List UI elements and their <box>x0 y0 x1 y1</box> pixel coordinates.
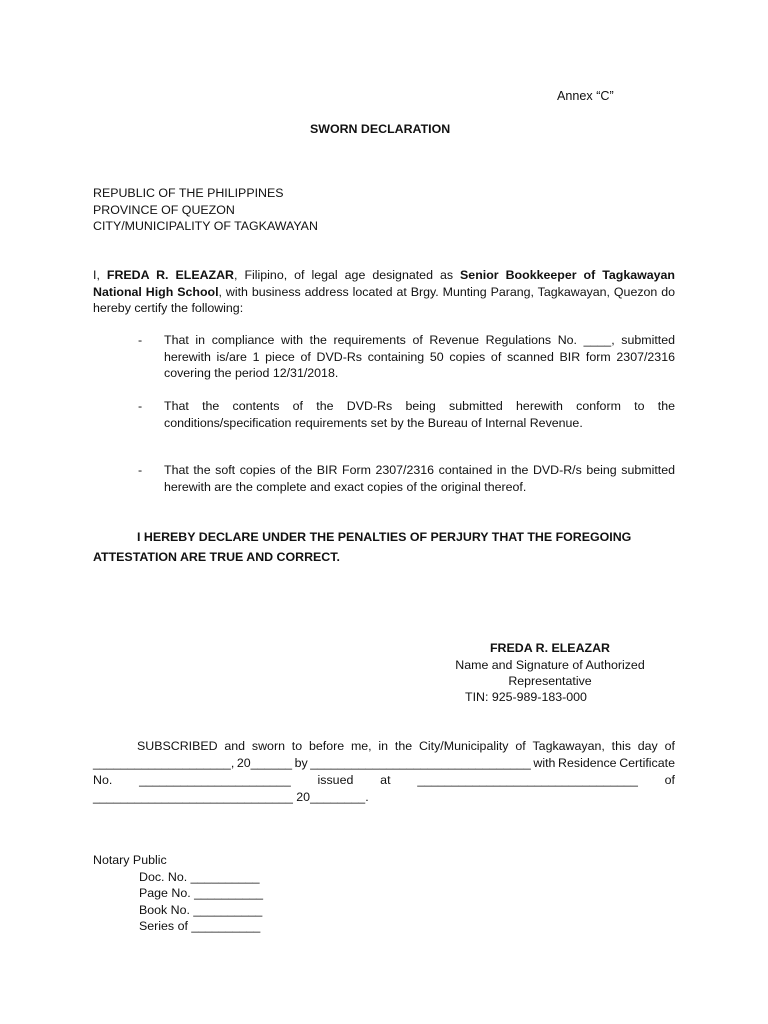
perjury-declaration <box>93 527 675 567</box>
bullet-dash: - <box>138 463 143 477</box>
notary-series: Series of __________ <box>139 919 261 933</box>
jurat-word: in <box>378 739 389 753</box>
signature-block <box>430 640 670 690</box>
jurat-word: of <box>664 739 675 753</box>
declarant-name: FREDA R. ELEAZAR <box>106 268 235 282</box>
jurat-word: at <box>380 773 391 787</box>
certification-text: That the contents of the DVD-Rs being submitted herewith conform to the conditions/specification requirements set by the Bureau of Internal Revenue. <box>164 399 675 430</box>
jurat-word: this <box>611 739 631 753</box>
notary-block <box>93 852 263 935</box>
annex-label: Annex “C” <box>557 89 614 103</box>
intro-suffix: , with business address located at Brgy. Munting Parang, Tagkawayan, Quezon do hereby certify the following: <box>93 284 675 315</box>
jurat-word: me, <box>350 739 372 753</box>
jurat-word: ____________________, <box>93 756 235 770</box>
certification-item <box>138 332 675 382</box>
jurat-word: day <box>637 739 658 753</box>
signatory-name: FREDA R. ELEAZAR <box>489 641 610 655</box>
jurat-word: ________________________________ <box>310 756 531 770</box>
jurat-word: sworn <box>251 739 285 753</box>
intro-prefix: I, <box>93 268 107 282</box>
jurat-word: of <box>515 739 526 753</box>
jurat-word: the <box>394 739 413 753</box>
certification-text: That in compliance with the requirements of Revenue Regulations No. ____, submitted herewith is/are 1 piece of DVD-Rs containing 50 copies of scanned BIR form 2307/2316 covering the period 12/31/2018. <box>164 333 675 380</box>
jurat-word: 20______ <box>236 756 292 770</box>
certification-text: That the soft copies of the BIR Form 2307/2316 contained in the DVD-R/s being submitted herewith are the complete and exact copies of the original thereof. <box>164 463 675 494</box>
jurat-word: No. <box>93 773 113 787</box>
venue-country: REPUBLIC OF THE PHILIPPINES <box>93 186 284 200</box>
declarant-position: Senior Bookkeeper of Tagkawayan National High School <box>93 268 675 299</box>
jurat-word: Tagkawayan, <box>532 739 605 753</box>
certification-item <box>138 398 675 431</box>
venue-municipality: CITY/MUNICIPALITY OF TAGKAWAYAN <box>93 219 318 233</box>
signatory-tin: TIN: 925-989-183-000 <box>465 690 587 704</box>
jurat-word: with <box>533 756 556 770</box>
certification-item <box>138 462 675 495</box>
venue-block <box>93 185 493 235</box>
jurat-word: issued <box>317 773 354 787</box>
declaration-line-2: ATTESTATION ARE TRUE AND CORRECT. <box>93 550 340 564</box>
venue-province: PROVINCE OF QUEZON <box>93 202 235 217</box>
jurat-word: and <box>224 739 246 753</box>
jurat-word: Certificate <box>619 756 675 770</box>
bullet-dash: - <box>138 399 143 413</box>
intro-paragraph <box>93 267 675 317</box>
jurat-word: to <box>291 739 303 753</box>
jurat-line-4: _____________________________ 20________. <box>93 790 369 804</box>
jurat-line-2 <box>93 755 675 772</box>
signature-caption-cont: Representative <box>508 674 592 688</box>
jurat-word: ________________________________ <box>417 773 638 787</box>
jurat-word: Residence <box>558 756 617 770</box>
jurat-word: before <box>308 739 345 753</box>
jurat-line-3 <box>93 772 675 789</box>
jurat-word: SUBSCRIBED <box>137 739 218 753</box>
bullet-dash: - <box>138 333 143 347</box>
jurat-word: by <box>294 756 308 770</box>
declaration-line-1: I HEREBY DECLARE UNDER THE PENALTIES OF PERJURY THAT THE FOREGOING <box>137 530 632 544</box>
jurat-word: of <box>664 773 675 787</box>
jurat-line-1 <box>93 738 675 755</box>
notary-book-no: Book No. __________ <box>139 902 263 917</box>
jurat-word: City/Municipality <box>418 739 509 753</box>
notary-doc-no: Doc. No. __________ <box>139 869 260 884</box>
notary-title: Notary Public <box>93 853 167 867</box>
notary-page-no: Page No. __________ <box>139 886 264 900</box>
intro-middle: , Filipino, of legal age designated as <box>234 268 461 282</box>
jurat-word: ______________________ <box>139 773 291 787</box>
signature-caption: Name and Signature of Authorized <box>455 657 645 672</box>
jurat-paragraph <box>93 738 675 806</box>
document-title: SWORN DECLARATION <box>310 122 451 136</box>
